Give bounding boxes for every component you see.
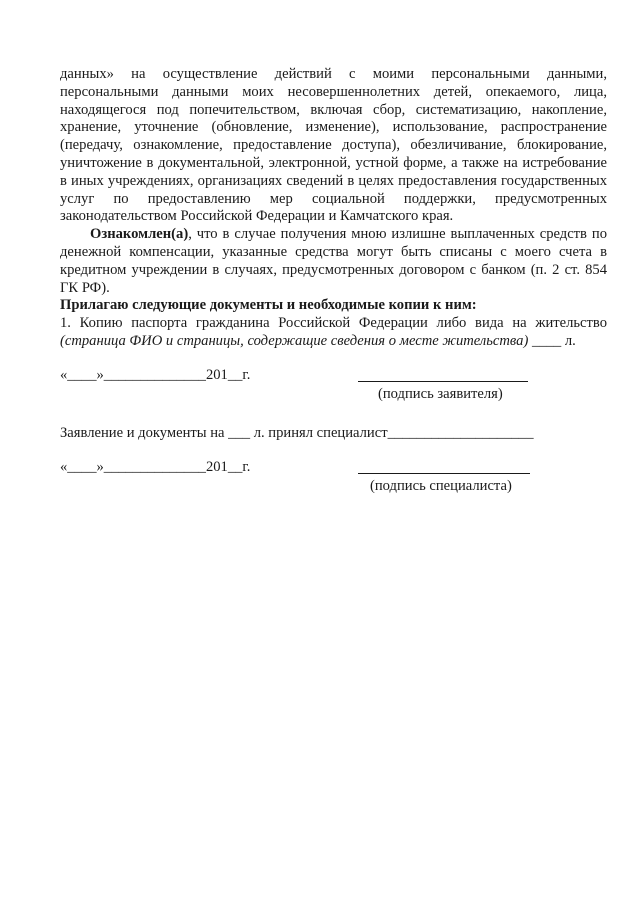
applicant-signature-caption: (подпись заявителя) [378,385,503,402]
acknowledgement-paragraph [60,226,607,297]
specialist-date-field: «____»______________201__г. [60,458,251,475]
specialist-caption-row [60,477,607,497]
accepted-by-text: Заявление и документы на ___ л. принял специалист____________________ [60,424,534,441]
acknowledged-label: Ознакомлен(а) [90,226,189,243]
attachments-heading [60,297,607,315]
consent-paragraph [60,66,607,226]
applicant-signature-line [358,381,528,382]
attachment-item-1-text: 1. Копию паспорта гражданина Российской Федерации либо вида на жительство [60,315,607,332]
applicant-caption-row [60,385,607,405]
attachment-item-1-pages: ____ л. [528,332,576,349]
document-page [60,66,607,497]
acknowledgement-text: , что в случае получения мною излишне выплаченных средств по денежной компенсации, указанные средства могут быть списаны с моего счета в кредитном учреждении в случаях, предусмотренных договором с банком (п. 2 ст. 854 ГК РФ). [60,226,607,296]
specialist-signature-line [358,473,530,474]
applicant-signature-row [60,367,607,385]
attachments-heading-text: Прилагаю следующие документы и необходимые копии к ним: [60,297,477,314]
specialist-signature-row [60,459,607,477]
specialist-signature-caption: (подпись специалиста) [370,477,512,494]
attachment-item-1-note: (страница ФИО и страницы, содержащие сведения о месте жительства) [60,332,529,349]
attachment-item-1 [60,315,607,351]
accepted-by-line [60,425,607,443]
applicant-date-field: «____»______________201__г. [60,366,251,383]
consent-text: данных» на осуществление действий с моими персональными данными, персональными данными моих несовершеннолетних детей, опекаемого, лица, находящегося под попечительством, включая сбор, систематизацию, накопление, хранение, уточнение (обновление, изменение), использование, распространение (передачу, ознакомление, предоставление доступа), обезличивание, блокирование, уничтожение в документальной, электронной, устной форме, а также на истребование в иных учреждениях, организациях сведений в целях предоставления государственных услуг по предоставлению мер социальной поддержки, предусмотренных законодательством Российской Федерации и Камчатского края. [60,66,607,225]
